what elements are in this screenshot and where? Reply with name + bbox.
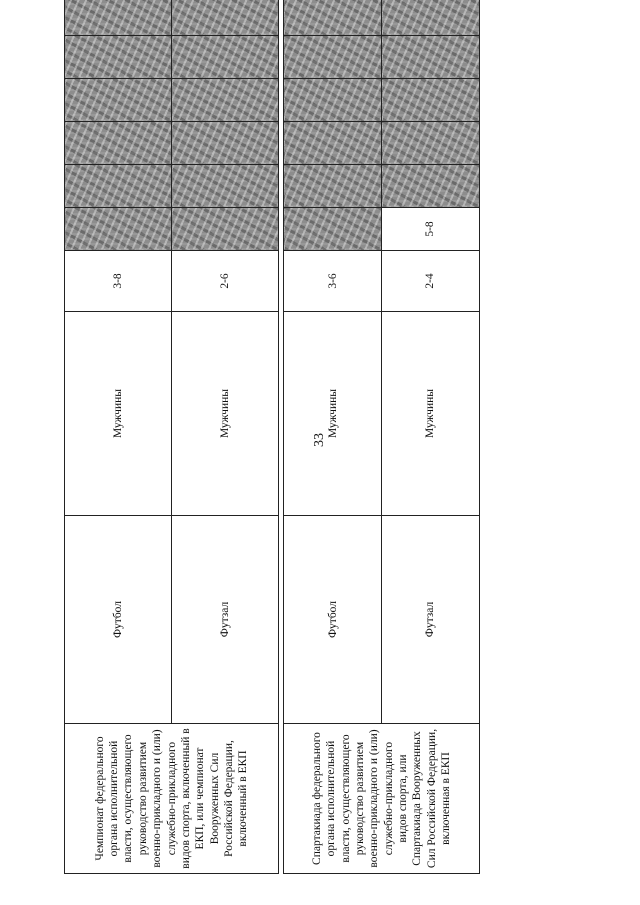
age-cell: 2-6 <box>172 251 279 312</box>
shaded-cell <box>382 122 480 165</box>
age-cell: 2-4 <box>382 251 480 312</box>
shaded-cell <box>65 0 172 36</box>
table-row <box>65 0 172 874</box>
shaded-cell <box>172 36 279 79</box>
shaded-cell <box>172 122 279 165</box>
table-row <box>284 0 382 874</box>
gender-cell: Мужчины <box>284 312 382 516</box>
gender-cell: Мужчины <box>382 312 480 516</box>
shaded-cell <box>172 165 279 208</box>
shaded-cell <box>284 208 382 251</box>
ranking-table <box>64 0 480 874</box>
shaded-cell <box>382 36 480 79</box>
shaded-cell <box>382 0 480 36</box>
shaded-cell <box>284 79 382 122</box>
shaded-cell <box>65 208 172 251</box>
shaded-cell <box>65 79 172 122</box>
shaded-cell <box>284 165 382 208</box>
rotated-table-wrapper <box>64 36 480 874</box>
shaded-cell <box>172 79 279 122</box>
shaded-cell <box>172 208 279 251</box>
sport-cell: Футзал <box>172 516 279 724</box>
value-cell: 5-8 <box>382 208 480 251</box>
sport-cell: Футбол <box>284 516 382 724</box>
page-number: 33 <box>312 433 327 447</box>
sport-cell: Футбол <box>65 516 172 724</box>
shaded-cell <box>382 79 480 122</box>
event-name-cell: Чемпионат федерального органа исполнительной власти, осуществляющего руководство развитием военно-прикладного и (или) служебно-прикладного видов спорта, включенный в ЕКП, или чемпионат Вооруженных Сил Российской Федерации, включенный в ЕКП <box>65 724 279 874</box>
shaded-cell <box>284 122 382 165</box>
gender-cell: Мужчины <box>172 312 279 516</box>
shaded-cell <box>172 0 279 36</box>
shaded-cell <box>65 165 172 208</box>
shaded-cell <box>284 36 382 79</box>
shaded-cell <box>284 0 382 36</box>
event-name-cell: Спартакиада федерального органа исполнительной власти, осуществляющего руководство развитием военно-прикладного и (или) служебно-прикладного видов спорта, или Спартакиада Вооруженных Сил Российской Федерации, включенная в ЕКП <box>284 724 480 874</box>
shaded-cell <box>65 122 172 165</box>
age-cell: 3-6 <box>284 251 382 312</box>
sport-cell: Футзал <box>382 516 480 724</box>
gender-cell: Мужчины <box>65 312 172 516</box>
age-cell: 3-8 <box>65 251 172 312</box>
rotated-table <box>64 36 480 874</box>
shaded-cell <box>382 165 480 208</box>
shaded-cell <box>65 36 172 79</box>
